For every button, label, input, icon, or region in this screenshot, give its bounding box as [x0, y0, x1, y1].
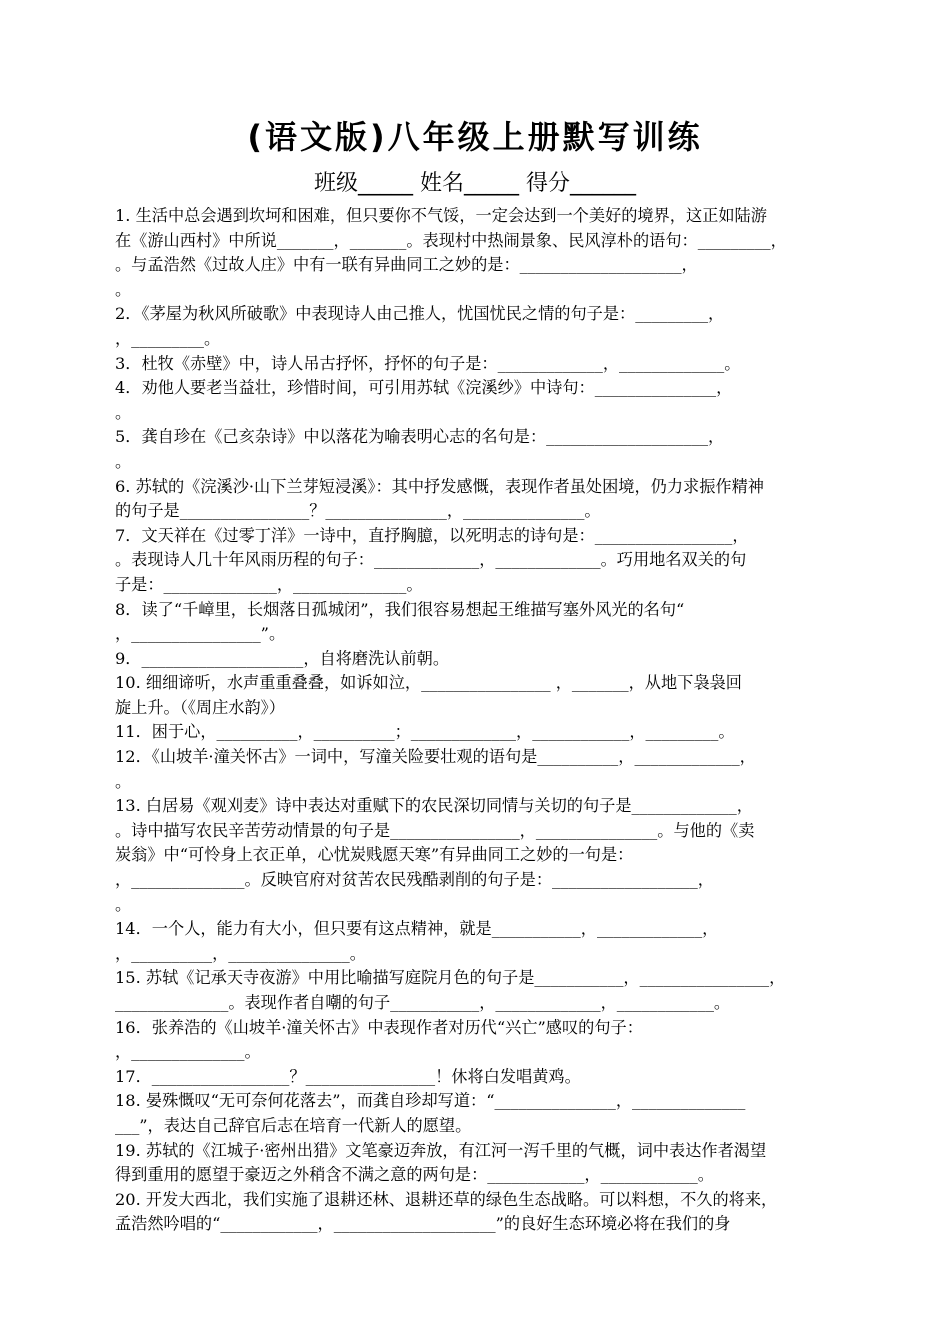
question-line: 子是：______________，______________。	[115, 574, 423, 594]
question-line: 在《游山西村》中所说_______，_______。表现村中热闹景象、民风淳朴的语句：_________，	[115, 230, 787, 250]
question-line: 12．《山坡羊·潼关怀古》一词中，写潼关险要壮观的语句是__________，_____________，	[115, 747, 756, 767]
question-line: 。	[115, 279, 132, 299]
question-line: 5．龚自珍在《己亥杂诗》中以落花为喻表明心志的名句是：____________________，	[115, 427, 725, 447]
question-list	[115, 204, 860, 1237]
question-line: 3．杜牧《赤壁》中，诗人吊古抒怀，抒怀的句子是：_____________，_____________。	[115, 353, 741, 373]
question-line: 6. 苏轼的《浣溪沙·山下兰芽短浸溪》：其中抒发感慨，表现作者虽处困境，仍力求振作精神	[115, 476, 764, 496]
question-line: 旋上升。（《周庄水韵》）	[115, 697, 285, 717]
question-line: 2．《茅屋为秋风所破歌》中表现诗人由己推人，忧国忧民之情的句子是：_________，	[115, 304, 725, 324]
question-line: 。	[115, 451, 132, 471]
question-line: ，_________。	[115, 328, 221, 348]
question-line: 15. 苏轼《记承天寺夜游》中用比喻描写庭院月色的句子是___________，________________，	[115, 968, 786, 988]
question-line: 的句子是________________？_______________，_______________。	[115, 501, 601, 521]
question-line: 。表现诗人几十年风雨历程的句子：_____________，_____________。巧用地名双关的句	[115, 550, 747, 570]
question-line: 20. 开发大西北，我们实施了退耕还林、退耕还草的绿色生态战略。可以料想，不久的将来，	[115, 1189, 778, 1209]
question-line: 10. 细细谛听，水声重重叠叠，如诉如泣，________________ ，_______，从地下袅袅回	[115, 673, 742, 693]
question-line: 9．____________________，自将磨洗认前朝。	[115, 648, 450, 668]
question-line: 19. 苏轼的《江城子·密州出猎》文笔豪迈奔放，有江河一泻千里的气概，词中表达作者渴望	[115, 1140, 767, 1160]
question-line: 17．_________________？________________！休将白发唱黄鸡。	[115, 1066, 581, 1086]
class-name-score-line: 班级_____ 姓名_____ 得分______	[314, 171, 636, 196]
question-line: ，______________。	[115, 1042, 261, 1062]
question-line: 。诗中描写农民辛苦劳动情景的句子是________________，_______________。与他的《卖	[115, 820, 755, 840]
question-line: 孟浩然吟唱的“____________，____________________”的良好生态环境必将在我们的身	[115, 1214, 731, 1234]
question-line: 4．劝他人要老当益壮，珍惜时间，可引用苏轼《浣溪纱》中诗句：_______________，	[115, 378, 733, 398]
question-line: 7．文天祥在《过零丁洋》一诗中，直抒胸臆，以死明志的诗句是：_________________，	[115, 525, 749, 545]
question-line: 炭翁》中“可怜身上衣正单，心忧炭贱愿天寒”有异曲同工之妙的一句是：	[115, 845, 634, 865]
question-line: 1. 生活中总会遇到坎坷和困难，但只要你不气馁，一定会达到一个美好的境界，这正如陆游	[115, 206, 767, 225]
page-title: (语文版)八年级上册默写训练	[247, 118, 703, 156]
question-line: 13. 白居易《观刈麦》诗中表达对重赋下的农民深切同情与关切的句子是_____________，	[115, 796, 753, 816]
question-line: ___”，表达自己辞官后志在培育一代新人的愿望。	[115, 1115, 472, 1135]
question-line: 8．读了“千嶂里，长烟落日孤城闭”，我们很容易想起王维描写塞外风光的名句“	[115, 599, 685, 619]
question-line: ，________________”。	[115, 624, 286, 644]
question-line: 16．张养浩的《山坡羊·潼关怀古》中表现作者对历代“兴亡”感叹的句子：	[115, 1017, 643, 1037]
question-line: 得到重用的愿望于豪迈之外稍含不满之意的两句是：____________，____________。	[115, 1165, 714, 1185]
question-line: 。	[115, 771, 132, 791]
question-line: ，__________，_______________。	[115, 943, 366, 963]
question-line: ，______________。反映官府对贫苦农民残酷剥削的句子是：__________________，	[115, 870, 714, 890]
question-line: 。	[115, 402, 132, 422]
question-line: 18. 晏殊慨叹“无可奈何花落去”，而龚自珍却写道：“_______________，______________	[115, 1091, 746, 1111]
question-line: 。	[115, 894, 132, 914]
question-line: 14．一个人，能力有大小，但只要有这点精神，就是___________，_____________，	[115, 919, 719, 939]
question-line: 11．困于心，__________，__________；_____________，____________，_________。	[115, 722, 735, 742]
question-line: 。与孟浩然《过故人庄》中有一联有异曲同工之妙的是：____________________，	[115, 255, 698, 275]
question-line: ______________。表现作者自嘲的句子___________，_____________，____________。	[115, 993, 731, 1012]
